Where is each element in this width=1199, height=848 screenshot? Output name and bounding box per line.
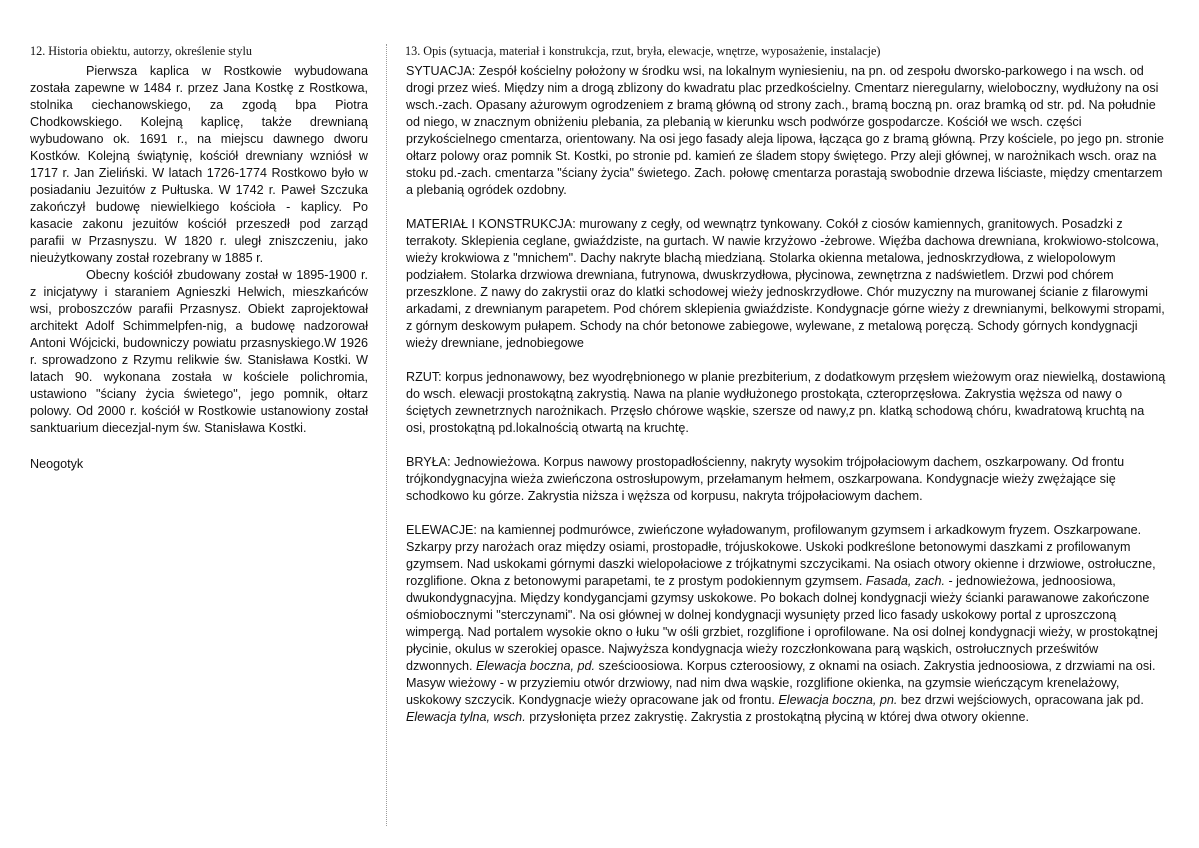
elevations-text-4: bez drzwi wejściowych, opracowana jak pd. — [897, 693, 1144, 707]
situation-paragraph: SYTUACJA: Zespół kościelny położony w środku wsi, na lokalnym wyniesieniu, na pn. od zespołu dworsko-parkowego i na wsch. od drogi przez wieś. Między nim a drogą zblizony do kwadratu plac przedkościelny. Cmentarz nieregularny, wieloboczny, wydłużony na osi wsch.-zach. Opasany ażurowym ogrodzeniem z bramą główną od strony zach., bramą boczną pn. oraz bramką od str. pd. Na południe od niego, w znacznym obniżeniu plebania, za plebanią w kierunku wsch podwórze gospodarcze. Kościół we wsch. części przykościelnego cmentarza, orientowany. Na osi jego fasady aleja lipowa, łącząca go z bramą główną. Przy kościele, po jego pn. stronie ołtarz polowy oraz pomnik St. Kostki, po stronie pd. kamień ze śladem stopy świętego. Przy aleji głównej, w narożnikach wsch. oraz na stoku pd.-zach. cmentarza "ściany życia" świetego. Zach. połowę cmentarza porastają swobodnie drzewa liściaste, między cmentarzem a plebanią ogródek ozdobny. — [406, 64, 1164, 197]
history-paragraph-1: Pierwsza kaplica w Rostkowie wybudowana została zapewne w 1484 r. przez Jana Kostkę z Rostkowa, stolnika ciechanowskiego, za zgodą bpa Piotra Chodkowskiego. Kolejną kaplicę, także drewnianą wybudowano ok. 1691 r., na miejscu dawnego dworu Kostków. Kolejną świątynię, kościół drewniany wzniósł w 1717 r. Jan Zieliński. W latach 1726-1774 Rostkowo było w posiadaniu Jezuitów z Pułtuska. W 1742 r. Paweł Szczuka zakończył budowę niewielkiego kościoła - kaplicy. Po kasacie zakonu jezuitów kościół przeszedł pod zarząd parafii w Przasnyszu. W 1820 r. uległ zniszczeniu, jako nieużytkowany został rozebrany w 1885 r. — [30, 64, 368, 265]
side-elevation-south-label: Elewacja boczna, pd. — [476, 659, 596, 673]
elevations-paragraph — [405, 522, 1167, 726]
elevations-text-1: ELEWACJE: na kamiennej podmurówce, zwieńczone wyładowanym, profilowanym gzymsem i arkadkowym fryzem. Oszkarpowane. Szkarpy przy narożach oraz między osiami, prostopadłe, trójuskokowe. Uskoki podkreślone betonowymi daszkami z profilowanym gzymsem. Nad uskokami górnymi daszki wielopołaciowe z trójkatnymi szczycikami. Na osiach otwory okienne i drzwiowe, ostrołuczne, rozglifione. Okna z betonowymi parapetami, te z prostym podokiennym gzymsem. — [406, 523, 1156, 588]
history-paragraph-2: Obecny kościół zbudowany został w 1895-1900 r. z inicjatywy i staraniem Agnieszki Helwich, mieszkańców wsi, proboszczów parafii Przasnysz. Obiekt zaprojektował architekt Adolf Schimmelpfen-nig, a budowę nadzorował Antoni Wójcicki, budowniczy powiatu przasnyskiego.W 1926 r. sprowadzono z Rzymu relikwie św. Stanisława Kostki. W latach 90. wykonana została w kościele polichromia, ustawiono "ściany życia świetego", jego pomnik, ołtarz polowy. Od 2000 r. kościół w Rostkowie ustanowiony został sanktuarium diecezjal-nym św. Stanisława Kostki. — [30, 268, 368, 435]
massing-paragraph: BRYŁA: Jednowieżowa. Korpus nawowy prostopadłościenny, nakryty wysokim trójpołaciowym dachem, oszkarpowany. Od frontu trójkondygnacyjna wieża zwieńczona ostrosłupowym, przełamanym hełmem, oszkarpowana. Kondygnacje wieży zwężające się schodkowo ku górze. Zakrystia niższa i węższa od korpusu, nakryta trójpołaciowym dachem. — [406, 455, 1125, 503]
elevations-text-3: sześcioosiowa. Korpus czteroosiowy, z oknami na osiach. Zakrystia jednoosiowa, z drzwiami na osi. Masyw wieżowy - w przyziemiu otwór drzwiowy, nad nim dwa wąskie, rozglifione okienka, na gzymsie wieńczącym krenelażowy, uskokowy szczycik. Kondygnacje wieży opracowane jak od frontu. — [406, 659, 1156, 707]
side-elevation-north-label: Elewacja boczna, pn. — [778, 693, 898, 707]
material-construction-paragraph: MATERIAŁ I KONSTRUKCJA: murowany z cegły, od wewnątrz tynkowany. Cokół z ciosów kamiennych, granitowych. Posadzki z terrakoty. Sklepienia ceglane, gwiaździste, na gurtach. W nawie krzyżowo -żebrowe. Więźba dachowa drewniana, krokwiowo-stolcowa, wieży krokwiowa z "mnichem". Dachy nakryte blachą miedzianą. Stolarka okienna metalowa, jednoskrzydłowa, z wielopolowym podziałem. Stolarka drzwiowa drewniana, futrynowa, dwuskrzydłowa, płycinowa, zewnętrzna z nadświetlem. Drzwi pod chórem przeszklone. Z nawy do zakrystii oraz do klatki schodowej wieży jednoskrzydłowe. Chór muzyczny na murowanej ścianie z filarowymi arkadami, z drewnianym parapetem. Pod chórem sklepienia gwiaździste. Kondygnacje górne wieży z drewnianymi, belkowymi stropami, z górnym deskowym pułapem. Schody na chór betonowe zabiegowe, wylewane, z metalową poręczą. Schody górnych kondygnacji wieży drewniane, jednobiegowe — [406, 217, 1165, 350]
history-column — [30, 43, 368, 473]
elevations-text-5: przysłonięta przez zakrystię. Zakrystia z prostokątną płyciną w której dwa otwory okienne. — [525, 710, 1029, 724]
description-column — [405, 43, 1167, 743]
facade-label: Fasada, zach. — [865, 574, 945, 588]
description-section-header: 13. Opis (sytuacja, materiał i konstrukcja, rzut, bryła, elewacje, wnętrze, wyposażenie, instalacje) — [405, 44, 881, 58]
history-section-header: 12. Historia obiektu, autorzy, określenie stylu — [30, 44, 252, 58]
rear-elevation-label: Elewacja tylna, wsch. — [406, 710, 526, 724]
plan-paragraph: RZUT: korpus jednonawowy, bez wyodrębnionego w planie prezbiterium, z dodatkowym przęsłem wieżowym oraz niewielką, dostawioną do wsch. elewacji prostokątną zakrystią. Nawa na planie wydłużonego prostokąta, czteroprzęsłowa. Zakrystia węższa od nawy o ściętych zewnetrznych narożnikach. Przęsło chórowe wąskie, szersze od nawy,z pn. klatką schodową chóru, kwadratową kruchtą na osi, prostokątną pd.lokalnością otwartą na kruchtę. — [406, 370, 1166, 435]
column-divider — [386, 44, 387, 826]
architectural-style: Neogotyk — [30, 457, 84, 471]
elevations-text-2: - jednowieżowa, jednoosiowa, dwukondygnacyjna. Między kondygancjami gzymsy uskokowe. Po bokach dolnej kondygnacji wieży ścianki parawanowe zakończone ośmiobocznymi "sterczynami". Na osi głównej w dolnej kondygnacji wysunięty przed lico fasady uskokowy portal z uproszczoną wimpergą. Nad portalem wysokie okno o łuku "w ośli grzbiet, rozglifione i oprofilowane. Na osi dolnej kondygnacji wieży, w prostokątnej płycinie, okulus w szerokiej opasce. Najwyższa kondygnacja wieży rozczłonkowana parą wąskich, ostrołucznych prześwitów dzwonnych. — [406, 574, 1158, 673]
